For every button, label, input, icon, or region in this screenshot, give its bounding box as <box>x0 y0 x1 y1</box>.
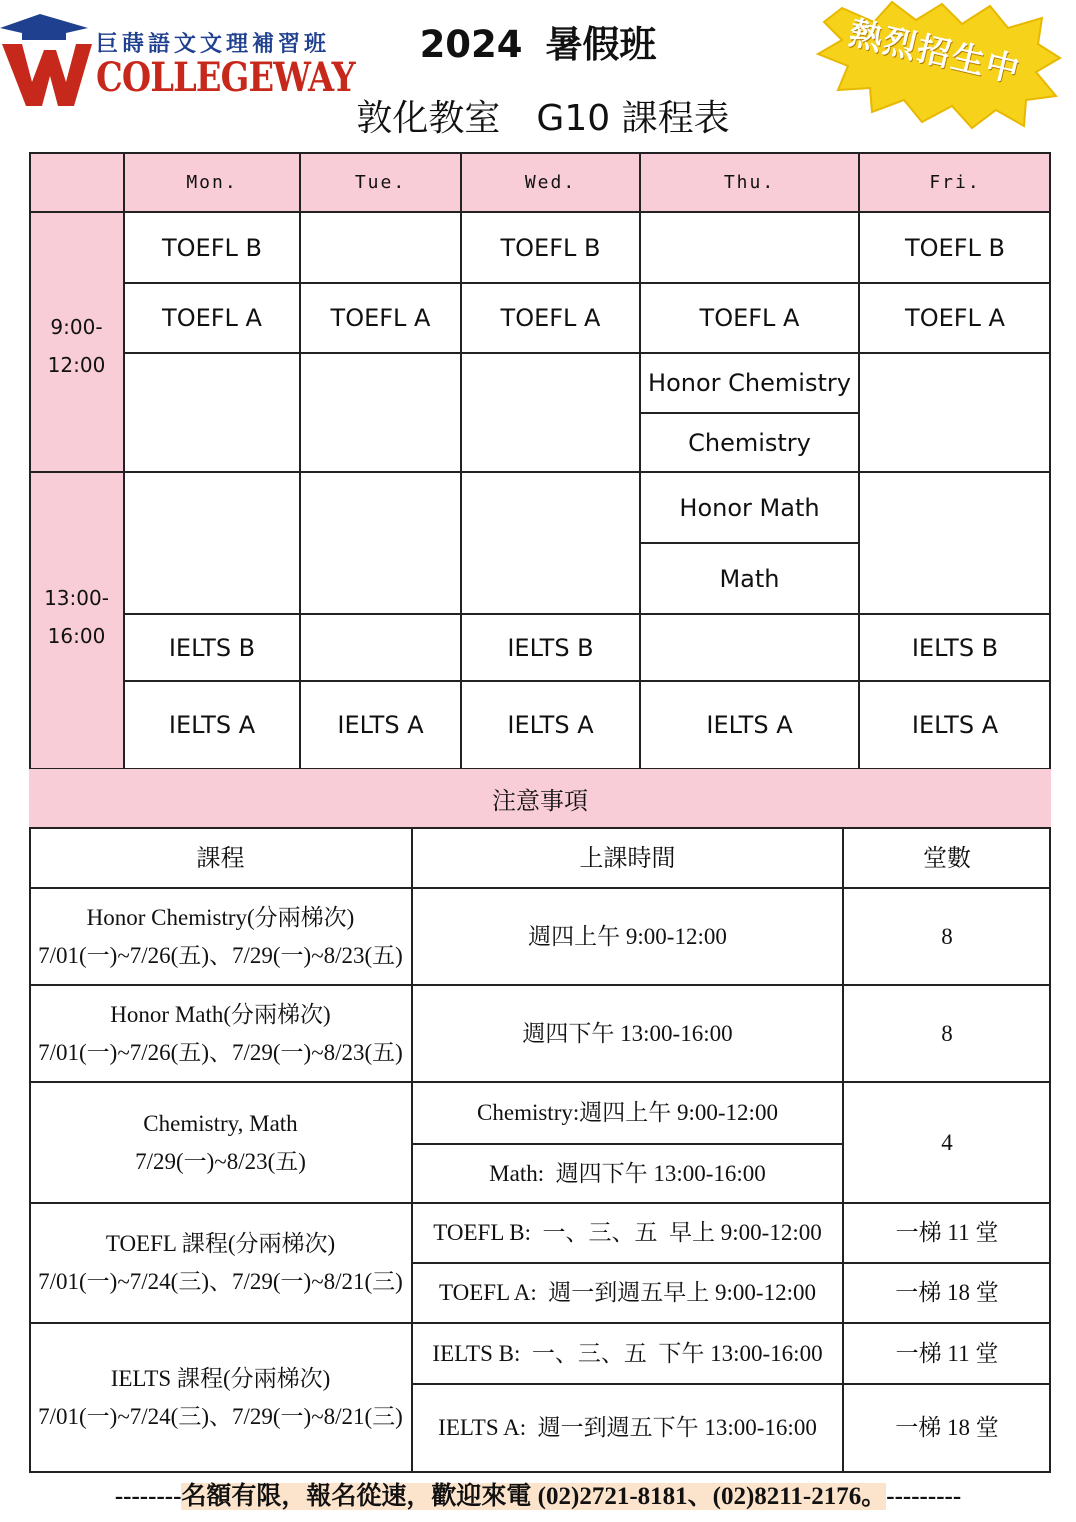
course-dates: 7/01(一)~7/26(五)、7/29(一)~8/23(五) <box>38 942 403 968</box>
grid-line <box>299 152 301 769</box>
notes-header-count: 堂數 <box>923 844 971 872</box>
grid-line <box>1049 152 1051 769</box>
grid-line <box>124 282 1051 284</box>
grid-line <box>29 471 1051 473</box>
grid-line <box>640 412 859 414</box>
notes-header-course: 課程 <box>196 844 245 872</box>
day-header-mon: Mon. <box>124 152 300 212</box>
class-cell: IELTS B <box>911 633 999 662</box>
class-cell: TOEFL A <box>699 304 800 332</box>
title-year: 2024 <box>419 23 523 66</box>
afternoon-time-cell <box>29 472 124 769</box>
footer-contact <box>0 1476 1076 1512</box>
grid-line <box>858 152 860 769</box>
grid-line <box>29 152 1051 154</box>
table-line <box>29 1202 1051 1204</box>
course-dates: 7/01(一)~7/24(三)、7/29(一)~8/21(三) <box>38 1269 403 1294</box>
grid-line <box>639 152 641 769</box>
grid-line <box>124 613 1051 615</box>
grid-line <box>124 680 1051 682</box>
time-cell: 週四下午 13:00-16:00 <box>522 1020 733 1046</box>
time-cell: Math: 週四下午 13:00-16:00 <box>489 1160 766 1186</box>
table-line <box>29 828 31 1473</box>
course-cell <box>29 1323 412 1472</box>
day-header-fri: Fri. <box>859 152 1051 212</box>
course-dates: 7/01(一)~7/26(五)、7/29(一)~8/23(五) <box>38 1039 403 1065</box>
table-line <box>412 1262 1051 1264</box>
grid-line <box>29 152 31 769</box>
logo-chinese-name: 巨蒔語文文理補習班 <box>96 31 331 57</box>
enrollment-badge: 熱烈招生中 <box>845 12 1025 91</box>
course-name: TOEFL 課程(分兩梯次) <box>105 1231 336 1256</box>
table-line <box>842 828 844 1473</box>
table-line <box>29 984 1051 986</box>
page-subtitle: 敦化教室 G10 課程表 <box>356 98 730 139</box>
class-cell: TOEFL A <box>500 304 601 332</box>
course-name: IELTS 課程(分兩梯次) <box>110 1365 331 1391</box>
class-cell: IELTS A <box>168 711 256 739</box>
time-cell: IELTS B: 一、三、五 下午 13:00-16:00 <box>432 1340 823 1366</box>
table-line <box>29 887 1051 889</box>
grid-line <box>640 542 859 544</box>
count-cell: 一梯 18 堂 <box>895 1415 999 1440</box>
day-header-wed: Wed. <box>461 152 640 212</box>
grid-line <box>124 352 1051 354</box>
count-cell: 一梯 11 堂 <box>895 1220 999 1245</box>
day-header-thu: Thu. <box>640 152 859 212</box>
count-cell: 一梯 18 堂 <box>895 1280 999 1305</box>
class-cell: TOEFL B <box>905 233 1005 262</box>
count-cell: 一梯 11 堂 <box>895 1340 999 1366</box>
footer-text: 名額有限，報名從速，歡迎來電 (02)2721-8181、(02)8211-2176。 <box>181 1483 887 1510</box>
course-name: Honor Math(分兩梯次) <box>110 1001 331 1027</box>
class-cell: TOEFL B <box>500 233 601 262</box>
course-cell <box>29 1082 412 1203</box>
class-cell: Math <box>719 564 780 593</box>
footer-dashes: -------- <box>114 1483 182 1510</box>
table-line <box>29 1081 1051 1083</box>
table-line <box>412 1383 1051 1385</box>
course-name: Honor Chemistry(分兩梯次) <box>86 904 355 930</box>
time-cell: TOEFL B: 一、三、五 早上 9:00-12:00 <box>433 1220 822 1245</box>
morning-time-end: 12:00 <box>47 353 106 377</box>
course-cell <box>29 888 412 985</box>
time-cell: Chemistry:週四上午 9:00-12:00 <box>477 1100 778 1125</box>
afternoon-time-start: 13:00- <box>44 585 109 610</box>
course-dates: 7/01(一)~7/24(三)、7/29(一)~8/21(三) <box>38 1403 403 1429</box>
morning-time-cell <box>29 212 124 472</box>
table-line <box>29 1322 1051 1324</box>
time-cell: TOEFL A: 週一到週五早上 9:00-12:00 <box>439 1280 816 1305</box>
course-cell <box>29 985 412 1082</box>
class-cell: TOEFL A <box>905 304 1005 332</box>
table-line <box>29 827 1051 829</box>
class-cell: TOEFL A <box>162 304 262 332</box>
corner-cell <box>29 152 124 212</box>
class-cell: IELTS A <box>911 711 999 739</box>
table-line <box>1049 828 1051 1473</box>
time-cell: IELTS A: 週一到週五下午 13:00-16:00 <box>438 1415 817 1440</box>
table-line <box>411 828 413 1473</box>
class-cell: IELTS A <box>706 711 793 739</box>
class-cell: IELTS A <box>337 711 424 739</box>
course-cell <box>29 1203 412 1323</box>
logo-english-name: COLLEGEWAY <box>96 54 355 101</box>
class-cell: TOEFL B <box>162 233 262 262</box>
class-cell: Honor Math <box>679 493 820 522</box>
count-cell: 8 <box>941 1020 953 1046</box>
course-dates: 7/29(一)~8/23(五) <box>135 1148 306 1174</box>
class-cell: IELTS B <box>507 633 594 662</box>
morning-time-start: 9:00- <box>50 315 103 339</box>
notes-header-time: 上課時間 <box>579 844 676 872</box>
footer-dashes: --------- <box>886 1483 962 1510</box>
course-name: Chemistry, Math <box>143 1110 298 1136</box>
day-header-tue: Tue. <box>300 152 461 212</box>
afternoon-time-end: 16:00 <box>47 623 106 648</box>
grid-line <box>29 211 1051 213</box>
count-cell: 4 <box>941 1129 953 1155</box>
table-line <box>29 1471 1051 1473</box>
notes-title: 注意事項 <box>29 769 1051 828</box>
class-cell: Honor Chemistry <box>648 369 851 397</box>
class-cell: IELTS A <box>507 711 594 739</box>
class-cell: TOEFL A <box>330 304 431 332</box>
table-line <box>412 1143 843 1145</box>
class-cell: IELTS B <box>168 633 256 662</box>
time-cell: 週四上午 9:00-12:00 <box>528 923 727 949</box>
grid-line <box>460 152 462 769</box>
count-cell: 8 <box>941 923 953 949</box>
grid-line <box>123 152 125 769</box>
title-main: 暑假班 <box>545 23 657 66</box>
class-cell: Chemistry <box>688 428 811 457</box>
